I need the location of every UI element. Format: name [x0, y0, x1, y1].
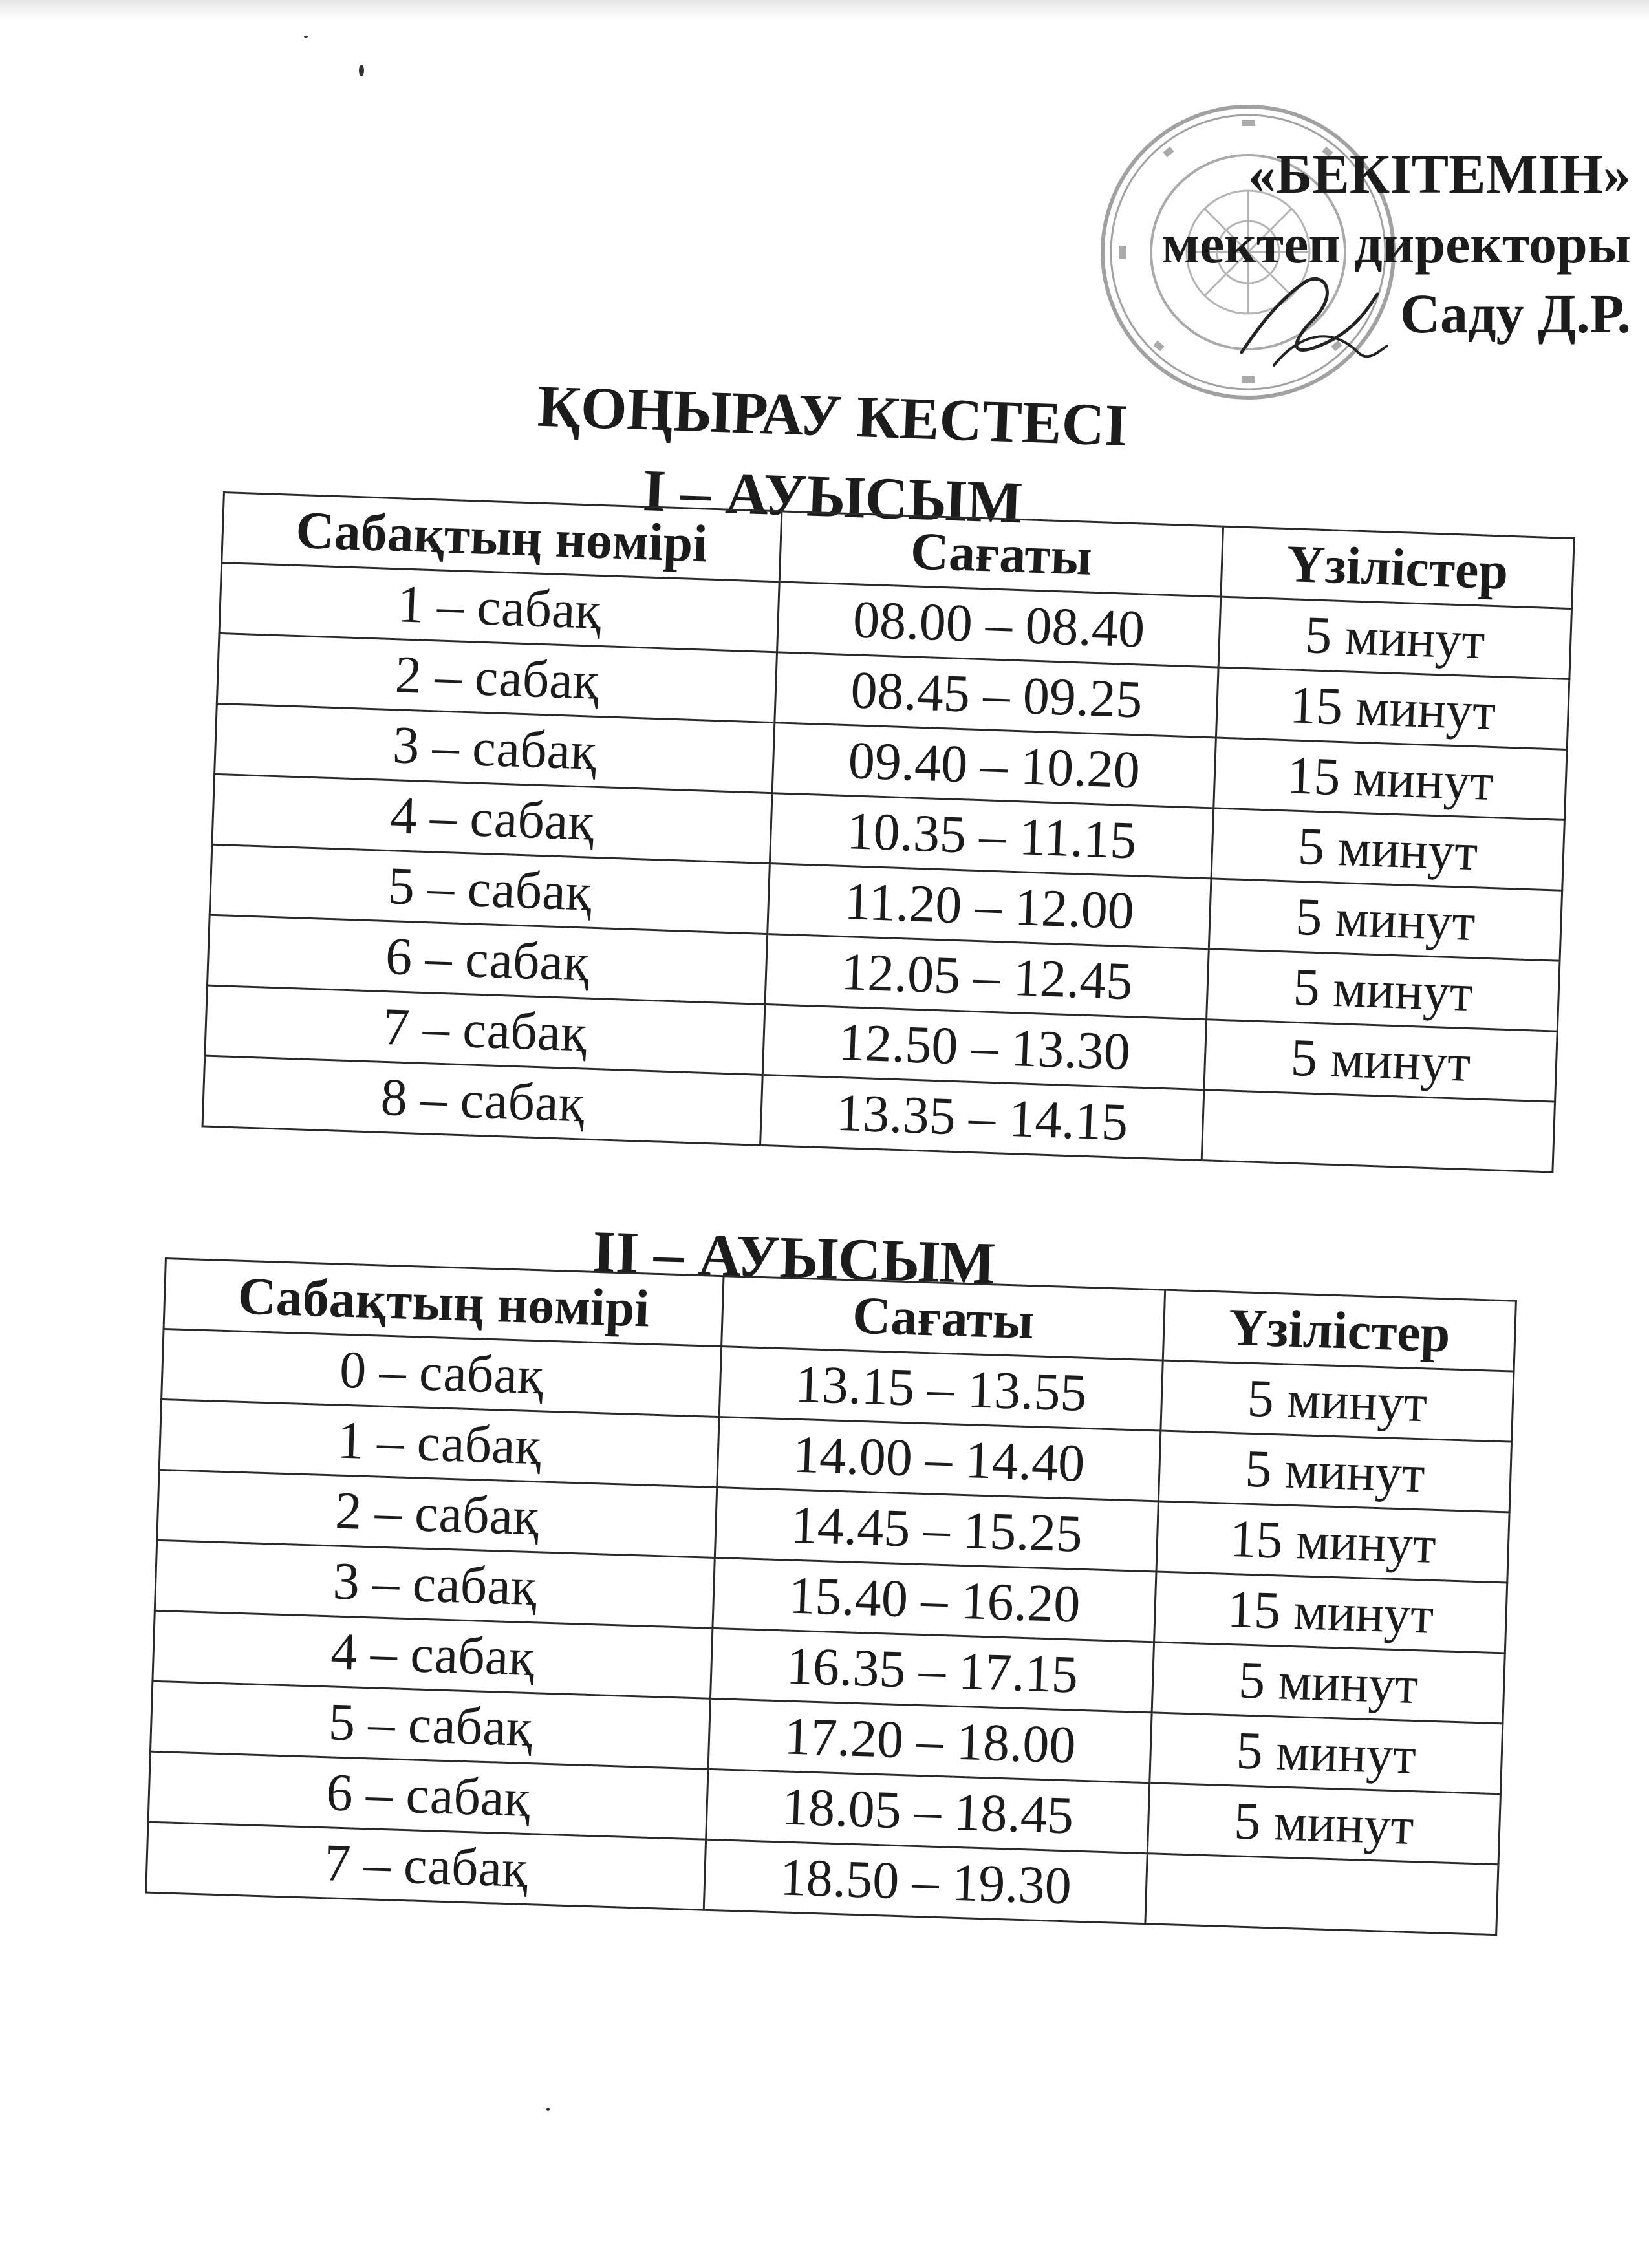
approval-heading: «БЕКІТЕМІН» — [1247, 143, 1631, 205]
break-cell: 15 минут — [1216, 667, 1569, 749]
time-cell: 12.50 – 13.30 — [762, 1004, 1206, 1089]
shift-1-table-body — [202, 493, 1574, 1173]
lesson-number-header: Сабақтың нөмірі — [222, 493, 782, 582]
lesson-cell: 8 – сабақ — [202, 1056, 762, 1145]
break-cell — [1145, 1854, 1498, 1935]
break-cell: 15 минут — [1154, 1572, 1507, 1653]
break-cell: 5 минут — [1211, 808, 1564, 890]
approval-signer-name: Саду Д.Р. — [1399, 283, 1631, 345]
time-cell: 16.35 – 17.15 — [710, 1628, 1154, 1712]
time-header: Сағаты — [722, 1276, 1165, 1360]
time-cell: 13.35 – 14.15 — [760, 1075, 1204, 1160]
break-cell: 15 минут — [1214, 738, 1567, 820]
time-cell: 09.40 – 10.20 — [772, 723, 1216, 808]
break-cell: 5 минут — [1158, 1431, 1511, 1512]
shift-2-schedule-table — [145, 1257, 1517, 1936]
time-header: Сағаты — [779, 511, 1223, 597]
shift-2-table-body — [146, 1259, 1516, 1935]
shift-1-title: І – АУЫСЫМ — [641, 457, 1024, 536]
lesson-cell: 7 – сабақ — [205, 985, 765, 1075]
scan-speck — [546, 2108, 550, 2111]
break-cell: 5 минут — [1218, 597, 1571, 679]
lesson-cell: 1 – сабақ — [219, 562, 779, 652]
scan-speck — [359, 65, 364, 76]
time-cell: 14.45 – 15.25 — [715, 1487, 1158, 1571]
time-cell: 11.20 – 12.00 — [768, 864, 1211, 949]
lesson-number-header: Сабақтың нөмірі — [164, 1259, 724, 1347]
break-cell: 15 минут — [1156, 1501, 1509, 1583]
break-cell — [1202, 1090, 1555, 1172]
breaks-header: Үзілістер — [1221, 526, 1574, 608]
time-cell: 15.40 – 16.20 — [713, 1557, 1156, 1642]
lesson-cell: 1 – сабақ — [159, 1399, 719, 1487]
time-cell: 08.00 – 08.40 — [777, 582, 1221, 667]
break-cell: 5 минут — [1161, 1360, 1514, 1442]
approval-position: мектеп директоры — [1161, 213, 1631, 275]
time-cell: 17.20 – 18.00 — [708, 1698, 1152, 1782]
approval-block — [1162, 139, 1631, 348]
lesson-cell: 6 – сабақ — [207, 915, 767, 1004]
breaks-header: Үзілістер — [1163, 1290, 1516, 1371]
break-cell: 5 минут — [1209, 879, 1562, 961]
break-cell: 5 минут — [1150, 1713, 1503, 1794]
paper-scan-edge — [0, 0, 1649, 19]
time-cell: 18.05 – 18.45 — [706, 1769, 1150, 1853]
break-cell: 5 минут — [1204, 1020, 1557, 1102]
lesson-cell: 2 – сабақ — [217, 633, 777, 722]
lesson-cell: 7 – сабақ — [146, 1822, 706, 1910]
lesson-cell: 0 – сабақ — [162, 1329, 722, 1417]
time-cell: 18.50 – 19.30 — [704, 1839, 1147, 1923]
break-cell: 5 минут — [1147, 1783, 1500, 1865]
break-cell: 5 минут — [1152, 1642, 1505, 1724]
time-cell: 13.15 – 13.55 — [719, 1347, 1163, 1431]
time-cell: 10.35 – 11.15 — [770, 793, 1213, 879]
time-cell: 14.00 – 14.40 — [717, 1417, 1161, 1501]
lesson-cell: 6 – сабақ — [148, 1751, 708, 1839]
lesson-cell: 5 – сабақ — [210, 844, 770, 934]
page-title: ҚОҢЫРАУ КЕСТЕСІ — [536, 372, 1129, 458]
lesson-cell: 4 – сабақ — [153, 1610, 713, 1698]
lesson-cell: 3 – сабақ — [155, 1540, 715, 1628]
shift-1-schedule-table — [202, 491, 1575, 1173]
lesson-cell: 2 – сабақ — [157, 1470, 717, 1557]
time-cell: 12.05 – 12.45 — [765, 934, 1209, 1020]
scan-speck — [304, 36, 308, 38]
break-cell: 5 минут — [1207, 949, 1560, 1031]
lesson-cell: 5 – сабақ — [150, 1681, 710, 1769]
lesson-cell: 4 – сабақ — [212, 774, 772, 863]
lesson-cell: 3 – сабақ — [215, 703, 775, 793]
shift-2-title: ІІ – АУЫСЫМ — [591, 1218, 997, 1296]
time-cell: 08.45 – 09.25 — [775, 652, 1218, 738]
